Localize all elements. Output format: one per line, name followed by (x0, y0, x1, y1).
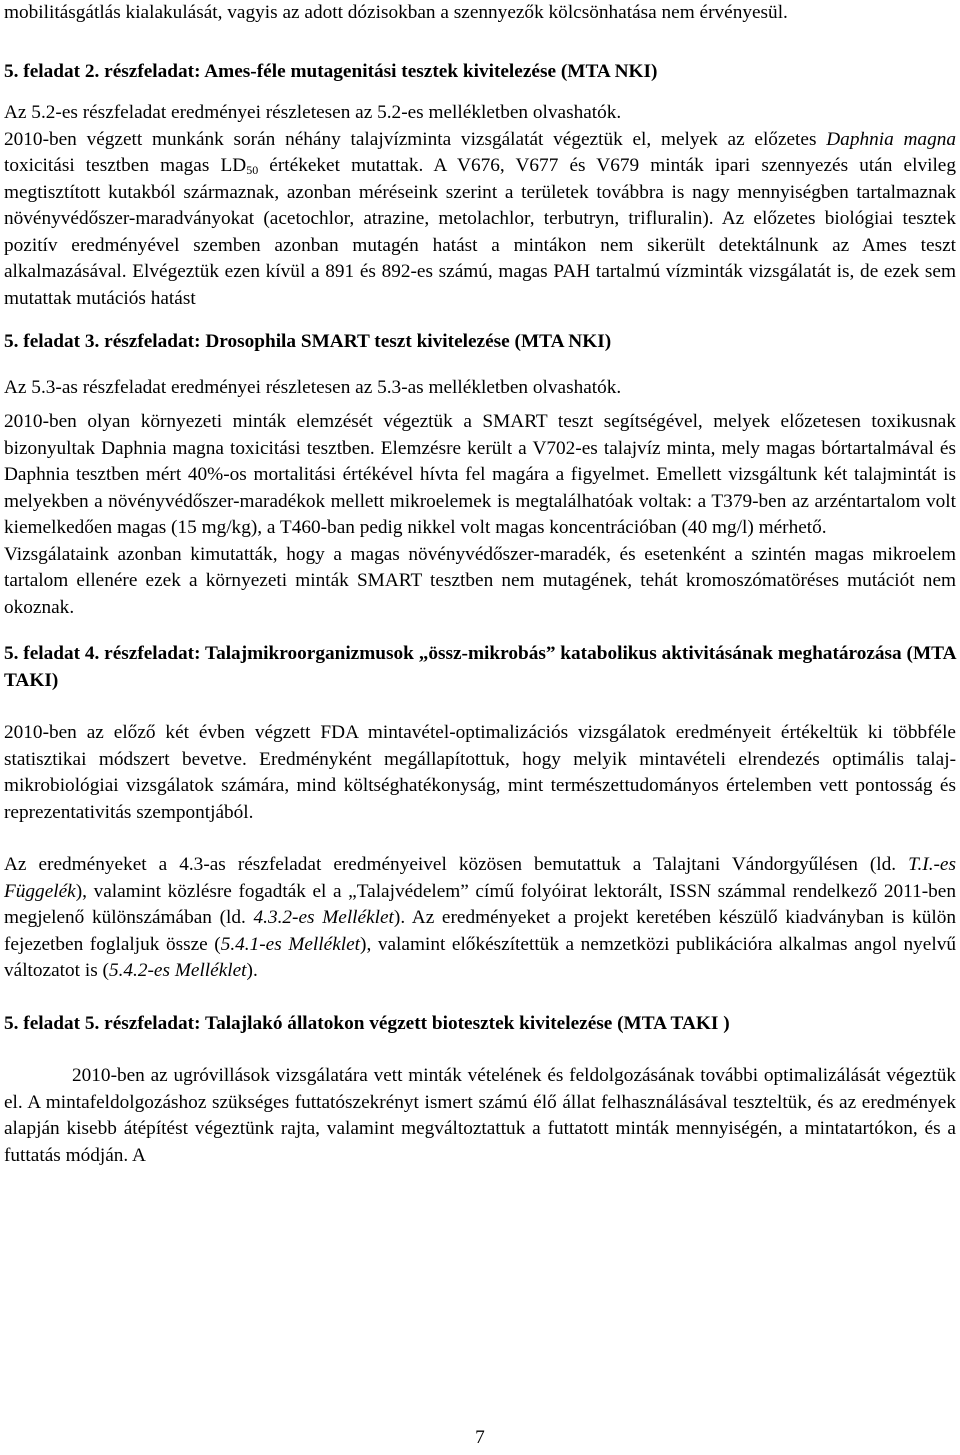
paragraph-5-4-publication: Az eredményeket a 4.3-as részfeladat eredményeivel közösen bemutattuk a Talajtani Vándorgyűlésen (ld. T.I.-es Függelék), valamint közlésre fogadták el a „Talajvédelem” című folyóirat lektorált, ISSN számmal rendelkező 2011-ben megjelenő különszámában (ld. 4.3.2-es Melléklet). Az eredményeket a projekt keretében készülő kiadványban is külön fejezetben foglaljuk össze (5.4.1-es Melléklet), valamint előkészítettük a nemzetközi publikációra alkalmas angol nyelvű változatot is (5.4.2-es Melléklet). (4, 854, 956, 981)
appendix-ref-432: 4.3.2-es Melléklet (253, 907, 394, 928)
ld-subscript: 50 (246, 163, 259, 177)
section-heading-5-5: 5. feladat 5. részfeladat: Talajlakó állatokon végzett biotesztek kivitelezése (MTA TAKI ) (4, 1012, 730, 1034)
paragraph-5-3-conclusion: Vizsgálataink azonban kimutatták, hogy a magas növényvédőszer-maradék, és esetenként a szintén magas mikroelem tartalom ellenére ezek a környezeti minták SMART tesztben nem mutagének, tehát kromoszómatöréses mutációt nem okoznak. (4, 543, 956, 618)
paragraph-5-2-reference: Az 5.2-es részfeladat eredményei részletesen az 5.2-es mellékletben olvashatók. (4, 102, 622, 123)
paragraph-5-3-reference: Az 5.3-as részfeladat eredményei részletesen az 5.3-as mellékletben olvashatók. (4, 376, 622, 398)
appendix-ref-ti: T.I.-es Függelék (4, 854, 956, 902)
paragraph-5-4-results: 2010-ben az előző két évben végzett FDA mintavétel-optimalizációs vizsgálatok eredményeit értékeltük ki többféle statisztikai módszert bevetve. Eredményként megállapítottuk, hogy melyik mintavételi elrendezés optimális talaj-mikrobiológiai vizsgálatok számára, mind költséghatékonyság, mint természettudományos értelemben vett pontosság és reprezentativitás szempontjából. (4, 722, 956, 823)
section-heading-5-2: 5. feladat 2. részfeladat: Ames-féle mutagenitási tesztek kivitelezése (MTA NKI) (4, 60, 658, 82)
paragraph-5-2-results: 2010-ben végzett munkánk során néhány talajvízminta vizsgálatát végeztük el, melyek az előzetes Daphnia magna toxicitási tesztben magas $LD_{50}$ értékeket mutattak. A V676, V677 és V679 minták ipari szennyezés után elvileg megtisztított kutakból származnak, azonban méréseink szerint a területek továbbra is nagy mennyiségben tartalmaznak növényvédőszer-maradványokat (acetochlor, atrazine, metolachlor, terbutryn, trifluralin). Az előzetes biológiai tesztek pozitív eredményével szemben azonban mutagén hatást a mintákon nem sikerült detektálnunk az Ames teszt alkalmazásával. Elvégeztük ezen kívül a 891 és 892-es számú, magas PAH tartalmú vízminták vizsgálatát is, de ezek sem mutattak mutációs hatást (4, 128, 957, 309)
document-page (4, 0, 956, 1169)
section-heading-5-3: 5. feladat 3. részfeladat: Drosophila SMART teszt kivitelezése (MTA NKI) (4, 331, 612, 352)
page-number: 7 (475, 1427, 485, 1448)
section-heading-5-4: 5. feladat 4. részfeladat: Talajmikroorganizmusok „össz-mikrobás” katabolikus aktivitásának meghatározása (MTA TAKI) (4, 643, 956, 691)
appendix-ref-541: 5.4.1-es Melléklet (220, 933, 361, 955)
paragraph-continuation: mobilitásgátlás kialakulását, vagyis az adott dózisokban a szennyezők kölcsönhatása nem érvényesül. (4, 2, 788, 23)
appendix-ref-542: 5.4.2-es Melléklet (108, 960, 247, 981)
species-name: Daphnia magna (826, 128, 956, 150)
paragraph-5-3-results: 2010-ben olyan környezeti minták elemzését végeztük a SMART teszt segítségével, melyek előzetesen toxikusnak bizonyultak Daphnia magna toxicitási tesztben. Elemzésre került a V702-es talajvíz minta, mely magas bórtartalmával és Daphnia tesztben mért 40%-os mortalitási értékével hívta fel magára a figyelmet. Emellett vizsgáltunk két talajmintát is melyekben a növényvédőszer-maradékok mellett mikroelemek is megtalálhatóak voltak: a T379-ben az arzéntartalom volt kiemelkedően magas (15 mg/kg), a T460-ban pedig nikkel volt magas koncentrációban (40 mg/l) mérhető. (4, 411, 956, 538)
paragraph-5-5-results: 2010-ben az ugróvillások vizsgálatára vett minták vételének és feldolgozásának további optimalizálását végeztük el. A mintafeldolgozáshoz szükséges futtatószekrényt ismert számú élő állat felhasználásával teszteltük, és az eredmények alapján kisebb átépítést végeztünk rajta, valamint megváltoztattuk a futtatott minták mennyiségén, a mintatartókon, és a futtatás módján. A (4, 1065, 956, 1166)
